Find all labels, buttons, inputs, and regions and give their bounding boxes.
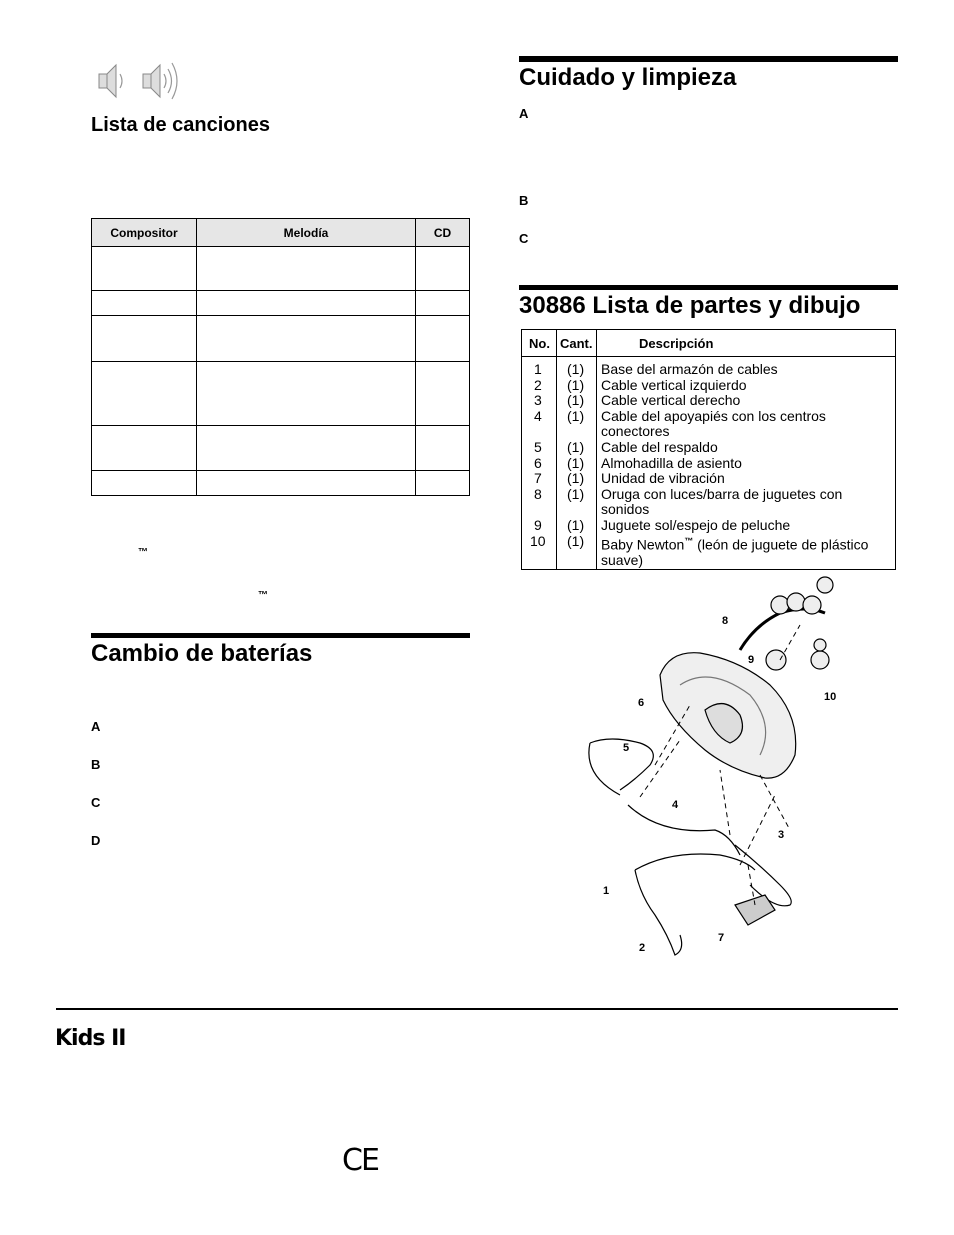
diagram-label-10: 10 (824, 691, 837, 703)
toy-bar (740, 609, 825, 650)
table-row (92, 291, 470, 316)
table-cell (416, 247, 470, 291)
diagram-label-3: 3 (778, 829, 785, 841)
table-cell (197, 291, 416, 316)
table-cell (92, 316, 197, 362)
table-cell (92, 362, 197, 426)
part-desc-text: Baby Newton (601, 536, 685, 553)
trademark-mark: ™ (684, 535, 694, 546)
care-title: Cuidado y limpieza (519, 64, 737, 91)
care-step-b: B (519, 193, 529, 208)
part-desc: Cable vertical derecho (601, 392, 741, 409)
parts-table-header (522, 330, 895, 357)
diagram-label-6: 6 (638, 697, 645, 709)
table-row (92, 316, 470, 362)
battery-step-c: C (91, 795, 101, 810)
table-cell (416, 426, 470, 471)
diagram-label-1: 1 (603, 885, 610, 897)
songs-header-melody: Melodía (197, 219, 416, 247)
part-no: 1 (534, 361, 542, 377)
section-divider (519, 285, 898, 290)
care-step-a: A (519, 106, 529, 121)
trademark-mark: ™ (258, 590, 268, 601)
parts-table (521, 329, 896, 570)
part-no: 10 (530, 532, 546, 549)
part-qty: (1) (567, 376, 585, 393)
part-desc: Cable del respaldo (601, 439, 718, 455)
part-no: 2 (534, 376, 542, 393)
part-qty: (1) (567, 439, 585, 455)
section-divider (519, 56, 898, 62)
part-desc-text: (león de juguete de plástico suave) (601, 536, 869, 568)
parts-drawing (580, 565, 870, 965)
parts-header-no: No. (529, 336, 550, 351)
part-no: 6 (534, 454, 542, 471)
table-cell (92, 471, 197, 496)
part-desc (601, 534, 886, 569)
diagram-label-7: 7 (718, 932, 725, 944)
songs-title: Lista de canciones (91, 114, 270, 136)
diagram-label-5: 5 (623, 742, 630, 754)
part-qty: (1) (567, 470, 585, 487)
table-cell (416, 471, 470, 496)
part-desc: Base del armazón de cables (601, 361, 778, 377)
trademark-mark: ™ (138, 547, 148, 558)
battery-step-d: D (91, 833, 101, 848)
battery-step-a: A (91, 719, 101, 734)
songs-header-composer: Compositor (92, 219, 197, 247)
table-cell (197, 316, 416, 362)
part-desc: Cable del apoyapiés con los centros conectores (601, 407, 826, 440)
part-no: 5 (534, 439, 542, 455)
table-cell (416, 291, 470, 316)
parts-header-desc: Descripción (639, 336, 714, 351)
section-divider (91, 633, 470, 638)
table-row (92, 471, 470, 496)
part-qty: (1) (567, 407, 585, 424)
care-step-c: C (519, 231, 529, 246)
parts-title: 30886 Lista de partes y dibujo (519, 292, 861, 319)
diagram-label-8: 8 (722, 615, 729, 627)
part-no: 8 (534, 485, 542, 502)
table-cell (197, 247, 416, 291)
part-no: 4 (534, 407, 542, 424)
part-qty: (1) (567, 485, 585, 502)
table-cell (92, 426, 197, 471)
part-qty: (1) (567, 517, 585, 533)
table-row (92, 426, 470, 471)
table-row (92, 247, 470, 291)
diagram-label-2: 2 (639, 942, 646, 954)
kids-ii-logo: Kids II (55, 1026, 126, 1051)
table-cell (416, 316, 470, 362)
table-row (92, 362, 470, 426)
part-qty: (1) (567, 392, 585, 409)
ce-mark: CE (342, 1143, 378, 1178)
table-cell (197, 426, 416, 471)
parts-header-qty: Cant. (560, 336, 593, 351)
battery-step-b: B (91, 757, 101, 772)
speaker-icon (96, 60, 186, 106)
part-desc: Juguete sol/espejo de peluche (601, 517, 791, 533)
part-desc: Oruga con luces/barra de juguetes con sonidos (601, 485, 843, 518)
part-desc: Cable vertical izquierdo (601, 376, 747, 393)
part-desc: Unidad de vibración (601, 470, 725, 487)
table-cell (92, 291, 197, 316)
table-cell (416, 362, 470, 426)
part-qty: (1) (567, 454, 585, 471)
table-cell (197, 471, 416, 496)
diagram-label-9: 9 (748, 654, 755, 666)
speaker-icons (96, 60, 186, 106)
part-qty: (1) (567, 532, 585, 549)
songs-table (91, 218, 470, 496)
part-qty: (1) (567, 361, 585, 377)
diagram-label-4: 4 (672, 799, 679, 811)
batteries-title: Cambio de baterías (91, 640, 313, 667)
table-cell (92, 247, 197, 291)
songs-header-cd: CD (416, 219, 470, 247)
table-cell (197, 362, 416, 426)
column-divider (556, 330, 557, 569)
part-desc: Almohadilla de asiento (601, 454, 742, 471)
part-no: 7 (534, 470, 542, 487)
column-divider (596, 330, 597, 569)
part-no: 3 (534, 392, 542, 409)
part-no: 9 (534, 517, 542, 533)
footer-divider (56, 1008, 898, 1010)
